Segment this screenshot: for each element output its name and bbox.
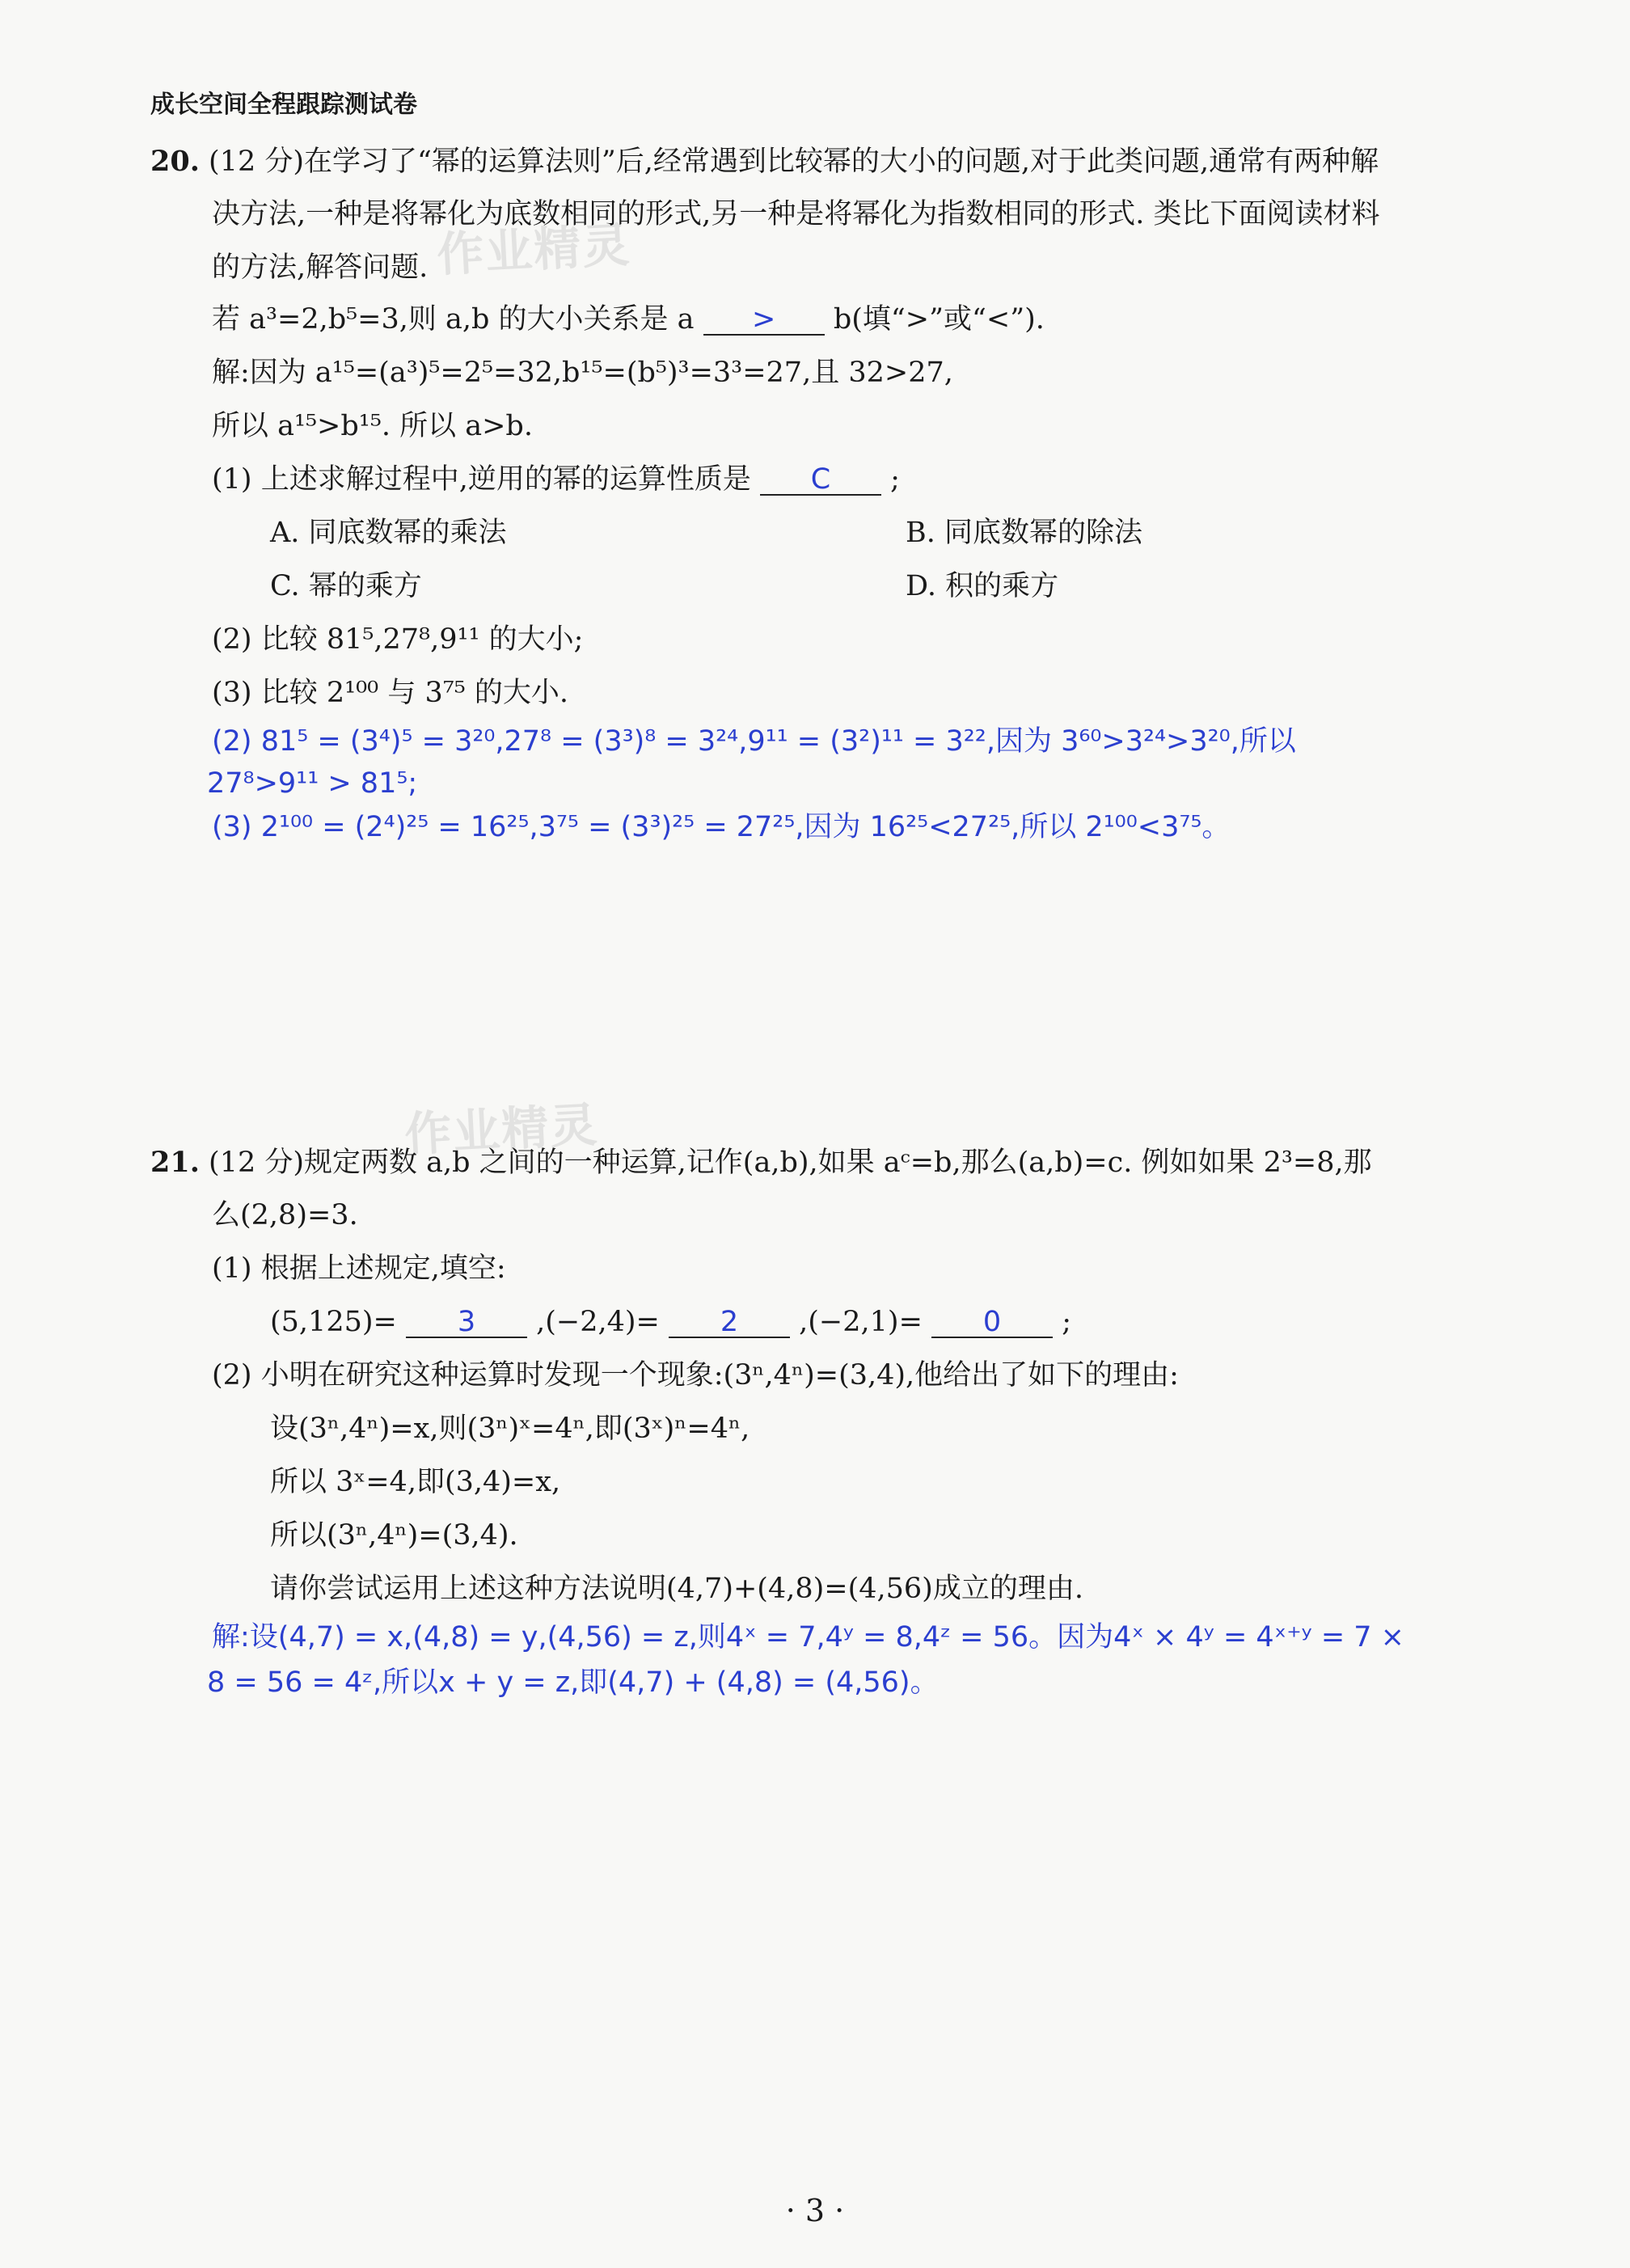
q20-line-2: 决方法,一种是将幂化为底数相同的形式,另一种是将幂化为指数相同的形式. 类比下面阅读材料: [212, 198, 1380, 230]
q20-part-3: (3) 比较 2¹⁰⁰ 与 3⁷⁵ 的大小.: [212, 677, 569, 709]
q21-fill-row: (5,125)= 3 ,(−2,4)= 2 ,(−2,1)= 0 ;: [270, 1306, 1071, 1338]
option-b: B. 同底数幂的除法: [906, 517, 1142, 549]
q21-line-1: 21. (12 分)规定两数 a,b 之间的一种运算,记作(a,b),如果 aᶜ=b,那么(a,b)=c. 例如如果 2³=8,那: [150, 1146, 1372, 1179]
handwritten-answer: 27⁸>9¹¹ > 81⁵;: [207, 767, 418, 800]
q21-reason-1: 设(3ⁿ,4ⁿ)=x,则(3ⁿ)ˣ=4ⁿ,即(3ˣ)ⁿ=4ⁿ,: [270, 1413, 750, 1445]
handwritten-answer: (2) 81⁵ = (3⁴)⁵ = 3²⁰,27⁸ = (3³)⁸ = 3²⁴,9¹¹ = (3²)¹¹ = 3²²,因为 3⁶⁰>3²⁴>3²⁰,所以: [212, 725, 1296, 758]
answer-blank: 0: [931, 1308, 1053, 1338]
q21-reason-4: 请你尝试运用上述这种方法说明(4,7)+(4,8)=(4,56)成立的理由.: [270, 1573, 1083, 1605]
q21-line-2: 么(2,8)=3.: [212, 1199, 358, 1231]
answer-blank: C: [760, 466, 881, 496]
option-c: C. 幂的乘方: [270, 570, 422, 602]
book-header: 成长空间全程跟踪测试卷: [150, 91, 417, 119]
question-number: 20.: [150, 145, 200, 178]
answer-blank: >: [703, 306, 825, 336]
q20-solution-line-1: 解:因为 a¹⁵=(a³)⁵=2⁵=32,b¹⁵=(b⁵)³=3³=27,且 32>27,: [212, 357, 953, 389]
handwritten-answer: (3) 2¹⁰⁰ = (2⁴)²⁵ = 16²⁵,3⁷⁵ = (3³)²⁵ = 27²⁵,因为 16²⁵<27²⁵,所以 2¹⁰⁰<3⁷⁵。: [212, 811, 1231, 843]
q21-part-2: (2) 小明在研究这种运算时发现一个现象:(3ⁿ,4ⁿ)=(3,4),他给出了如下的理由:: [212, 1359, 1179, 1392]
option-a: A. 同底数幂的乘法: [270, 517, 507, 549]
q20-line-1: 20. (12 分)在学习了“幂的运算法则”后,经常遇到比较幂的大小的问题,对于此类问题,通常有两种解: [150, 145, 1379, 178]
handwritten-answer: 8 = 56 = 4ᶻ,所以x + y = z,即(4,7) + (4,8) = (4,56)。: [207, 1666, 939, 1699]
q21-part-1: (1) 根据上述规定,填空:: [212, 1252, 506, 1285]
q20-line-3: 的方法,解答问题.: [212, 251, 429, 284]
answer-blank: 2: [669, 1308, 790, 1338]
q20-solution-line-2: 所以 a¹⁵>b¹⁵. 所以 a>b.: [212, 410, 533, 442]
answer-blank: 3: [406, 1308, 527, 1338]
handwritten-answer: 解:设(4,7) = x,(4,8) = y,(4,56) = z,则4ˣ = 7,4ʸ = 8,4ᶻ = 56。因为4ˣ × 4ʸ = 4ˣ⁺ʸ = 7 ×: [212, 1621, 1405, 1653]
q20-part-2: (2) 比较 81⁵,27⁸,9¹¹ 的大小;: [212, 623, 584, 656]
question-number: 21.: [150, 1146, 200, 1179]
option-d: D. 积的乘方: [906, 570, 1059, 602]
watermark: 作业精灵: [435, 217, 632, 283]
q20-given: 若 a³=2,b⁵=3,则 a,b 的大小关系是 a > b(填“>”或“<”).: [212, 303, 1045, 336]
q21-reason-2: 所以 3ˣ=4,即(3,4)=x,: [270, 1466, 561, 1498]
q20-part-1: (1) 上述求解过程中,逆用的幂的运算性质是 C ;: [212, 463, 900, 496]
page-number: · 3 ·: [785, 2193, 845, 2228]
watermark: 作业精灵: [403, 1096, 600, 1163]
q21-reason-3: 所以(3ⁿ,4ⁿ)=(3,4).: [270, 1519, 518, 1552]
